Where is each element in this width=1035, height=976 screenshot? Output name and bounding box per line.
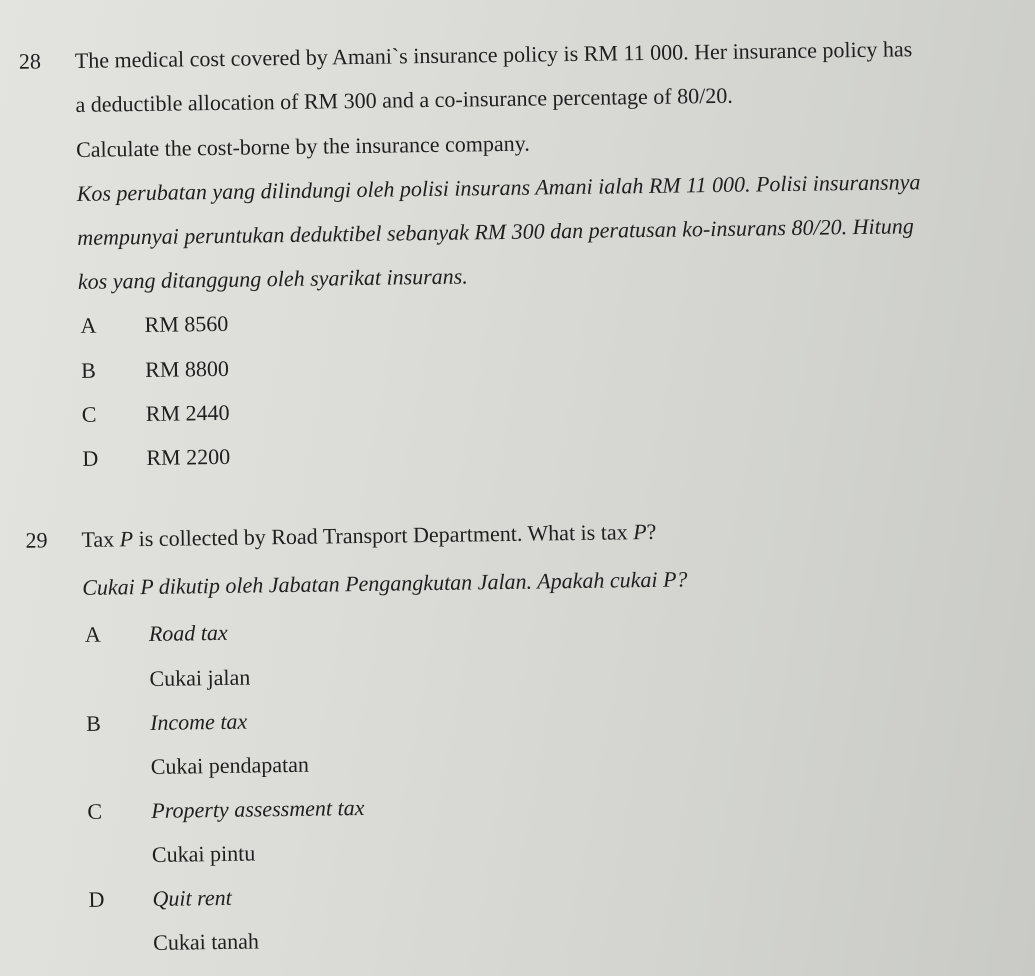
question-28-en-line-1: The medical cost covered by Amani`s insurance policy is RM 11 000. Her insurance policy has — [74, 36, 913, 73]
option-text-ms: Cukai pendapatan — [150, 751, 310, 779]
option-text-en: Property assessment tax — [151, 794, 365, 823]
option-letter: C — [87, 798, 103, 824]
q29-en-pre: Tax — [81, 526, 120, 552]
question-28-number: 28 — [18, 48, 42, 74]
question-29-en-line — [81, 518, 656, 554]
question-28-ms-line-3: kos yang ditanggung oleh syarikat insurans. — [77, 263, 468, 294]
option-letter: D — [88, 886, 105, 912]
option-letter: C — [81, 401, 97, 427]
option-text: RM 2440 — [145, 399, 230, 427]
option-letter: B — [85, 710, 101, 736]
option-text: RM 2200 — [146, 443, 231, 470]
q29-en-end: ? — [646, 518, 657, 545]
question-29-number: 29 — [25, 527, 48, 553]
option-text-ms: Cukai jalan — [149, 664, 251, 691]
question-28-en-line-2: a deductible allocation of RM 300 and a co-insurance percentage of 80/20. — [75, 82, 733, 117]
question-28-en-line-3: Calculate the cost-borne by the insurance company. — [75, 130, 530, 162]
q29-en-var: P — [119, 526, 134, 552]
q29-en-var2: P — [632, 519, 647, 545]
option-text-en: Quit rent — [152, 884, 232, 911]
option-letter: A — [84, 621, 101, 647]
q29-en-post: is collected by Road Transport Department. What is tax — [132, 519, 634, 552]
option-text-en: Income tax — [149, 708, 248, 735]
option-text: RM 8800 — [144, 355, 230, 383]
option-text: RM 8560 — [144, 310, 229, 338]
option-letter: A — [80, 312, 97, 338]
option-text-en: Road tax — [148, 619, 228, 646]
question-28-ms-line-2: mempunyai peruntukan deduktibel sebanyak RM 300 dan peratusan ko-insurans 80/20. Hitung — [77, 213, 914, 250]
option-letter: D — [82, 445, 99, 471]
option-text-ms: Cukai tanah — [152, 928, 260, 955]
option-letter: B — [81, 357, 97, 383]
question-29-ms-line: Cukai P dikutip oleh Jabatan Pengangkutan Jalan. Apakah cukai P? — [82, 566, 688, 600]
question-28-ms-line-1: Kos perubatan yang dilindungi oleh polisi insurans Amani ialah RM 11 000. Polisi insuransnya — [76, 169, 921, 206]
option-text-ms: Cukai pintu — [151, 840, 256, 867]
